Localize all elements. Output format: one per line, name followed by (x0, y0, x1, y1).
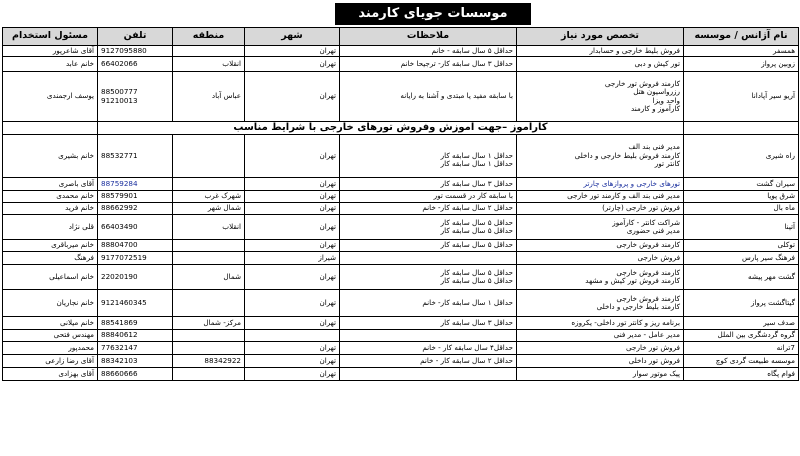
cell-spec: فروش تور خارجی (517, 342, 684, 355)
cell-city: تهران (245, 203, 340, 215)
cell-notes: حداقل ۳ سال سابقه کار- ترجیحا خانم (340, 57, 517, 72)
cell-notes: حداقل۴ سال سابقه کار - خانم (340, 342, 517, 355)
cell-phone: 88342103 (98, 355, 173, 368)
cell-name: 7ترانه (684, 342, 799, 355)
cell-city: تهران (245, 215, 340, 240)
cell-city: تهران (245, 355, 340, 368)
cell-phone: 88662992 (98, 203, 173, 215)
table-row (3, 342, 799, 355)
document-page (2, 1, 798, 454)
cell-region: شهرک غرب (173, 191, 245, 203)
cell-notes: حداقل ۱ سال سابقه کار- خانم (340, 290, 517, 317)
cell-phone: 88541869 (98, 317, 173, 330)
header-city: شهر (245, 28, 340, 46)
notice-cell: کارآموز –جهت آموزش وفروش تورهای خارجی با شرایط مناسب (98, 122, 684, 135)
table-row (3, 46, 799, 57)
cell-name: گشت مهر پیشه (684, 265, 799, 290)
cell-notes: با سابقه کار در قسمت تور (340, 191, 517, 203)
cell-region: عباس آباد (173, 72, 245, 122)
cell-city: تهران (245, 178, 340, 191)
cell-city: تهران (245, 265, 340, 290)
cell-phone: 22020190 (98, 265, 173, 290)
cell-spec: فروش تور داخلی (517, 355, 684, 368)
table-row (3, 57, 799, 72)
cell-phone: 77632147 (98, 342, 173, 355)
cell-name: گروه گردشگری بین الملل (684, 330, 799, 342)
cell-city: تهران (245, 290, 340, 317)
cell-manager: خانم میلانی (3, 317, 98, 330)
cell-notes: حداقل ۵ سال سابقه کار (340, 240, 517, 252)
table-row (3, 330, 799, 342)
cell-name: موسسه طبیعت گردی کوچ (684, 355, 799, 368)
cell-phone: 88532771 (98, 135, 173, 178)
table-row (3, 191, 799, 203)
header-spec: تخصص مورد نیاز (517, 28, 684, 46)
cell-spec: کارمند فروش خارجی (517, 240, 684, 252)
cell-region: 88342922 (173, 355, 245, 368)
cell-notes: حداقل ۵ سال سابقه کار حداقل ۵ سال سابقه کار (340, 265, 517, 290)
cell-phone: 88579901 (98, 191, 173, 203)
cell-spec: برنامه ریز و کانتر تور داخلی- یکروزه (517, 317, 684, 330)
table-row (3, 265, 799, 290)
cell-region (173, 178, 245, 191)
cell-manager: آقای باصری (3, 178, 98, 191)
cell-name: صدف سیر (684, 317, 799, 330)
cell-name: همسفر (684, 46, 799, 57)
cell-city: تهران (245, 368, 340, 381)
cell-region: انقلاب (173, 215, 245, 240)
notice-blank-cell (684, 122, 799, 135)
cell-notes: حداقل ۵ سال سابقه - خانم (340, 46, 517, 57)
table-row (3, 317, 799, 330)
cell-region (173, 252, 245, 265)
cell-name: شرق پویا (684, 191, 799, 203)
agencies-table (2, 27, 799, 381)
cell-spec: مدیر فنی بند الف کارمند فروش بلیط خارجی و داخلی کانتر تور (517, 135, 684, 178)
cell-region (173, 330, 245, 342)
cell-region (173, 46, 245, 57)
cell-notes: حداقل ۱ سال سابقه کار حداقل ۱ سال سابقه کار (340, 135, 517, 178)
cell-manager: یوسف ارجمندی (3, 72, 98, 122)
cell-city: تهران (245, 240, 340, 252)
cell-spec: کارمند فروش تور خارجی رزرواسیون هتل واحد ویزا کارآموز و کارمند (517, 72, 684, 122)
cell-notes: حداقل ۲ سال سابقه کار - خانم (340, 355, 517, 368)
table-body (3, 46, 799, 381)
cell-spec: فروش بلیط خارجی و حسابدار (517, 46, 684, 57)
cell-spec: مدیر عامل - مدیر فنی (517, 330, 684, 342)
cell-spec: شراکت کانتر - کارآموز مدیر فنی حضوری (517, 215, 684, 240)
cell-spec: کارمند فروش خارجی کارمند فروش تور کیش و مشهد (517, 265, 684, 290)
cell-manager: خانم فرید (3, 203, 98, 215)
cell-name: فرهنگ سیر پارس (684, 252, 799, 265)
cell-city: تهران (245, 317, 340, 330)
cell-city: تهران (245, 46, 340, 57)
cell-manager: خانم نجاریان (3, 290, 98, 317)
cell-manager: خانم میرباقری (3, 240, 98, 252)
header-manager: مسئول استخدام (3, 28, 98, 46)
cell-notes (340, 252, 517, 265)
cell-phone: 66402066 (98, 57, 173, 72)
cell-region (173, 290, 245, 317)
cell-name: توکلی (684, 240, 799, 252)
cell-region (173, 368, 245, 381)
cell-notes: حداقل ۳ سال سابقه کار (340, 317, 517, 330)
cell-manager: فرهنگ (3, 252, 98, 265)
table-row (3, 355, 799, 368)
header-region: منطقه (173, 28, 245, 46)
cell-spec: تورهای خارجی و پروازهای چارتر (517, 178, 684, 191)
table-row (3, 215, 799, 240)
cell-phone: 88759284 (98, 178, 173, 191)
cell-name: راه شیری (684, 135, 799, 178)
cell-spec: فروش تور خارجی (چارتر) (517, 203, 684, 215)
cell-notes (340, 330, 517, 342)
cell-name: سیران گشت (684, 178, 799, 191)
notice-row (3, 122, 799, 135)
cell-name: آریو سیر آپادانا (684, 72, 799, 122)
table-row (3, 240, 799, 252)
cell-name: ماه بال (684, 203, 799, 215)
cell-region: انقلاب (173, 57, 245, 72)
table-row (3, 135, 799, 178)
cell-region (173, 135, 245, 178)
cell-city: شیراز (245, 252, 340, 265)
cell-city: تهران (245, 57, 340, 72)
cell-spec: کارمند فروش خارجی کارمند بلیط خارجی و داخلی (517, 290, 684, 317)
cell-name: آتینا (684, 215, 799, 240)
cell-spec: پیک موتور سوار (517, 368, 684, 381)
table-row (3, 72, 799, 122)
cell-name: فوام پگاه (684, 368, 799, 381)
table-row (3, 290, 799, 317)
cell-phone: 88840612 (98, 330, 173, 342)
header-notes: ملاحظات (340, 28, 517, 46)
cell-manager: خانم عابد (3, 57, 98, 72)
cell-phone: 9177072519 (98, 252, 173, 265)
cell-phone: 9121460345 (98, 290, 173, 317)
table-row (3, 178, 799, 191)
cell-phone: 88660666 (98, 368, 173, 381)
cell-city (245, 330, 340, 342)
cell-manager: آقای بهزادی (3, 368, 98, 381)
notice-blank-cell (3, 122, 98, 135)
cell-region: شمال شهر (173, 203, 245, 215)
cell-name: زوبین پرواز (684, 57, 799, 72)
cell-manager: آقای شاعرپور (3, 46, 98, 57)
cell-region: شمال (173, 265, 245, 290)
header-phone: تلفن (98, 28, 173, 46)
cell-city: تهران (245, 191, 340, 203)
header-name: نام آژانس / موسسه (684, 28, 799, 46)
cell-notes: با سابقه مفید یا مبتدی و آشنا به رایانه (340, 72, 517, 122)
cell-city: تهران (245, 135, 340, 178)
table-header-row (3, 28, 799, 46)
cell-region (173, 342, 245, 355)
cell-name: گیتاگشت پرواز (684, 290, 799, 317)
table-row (3, 368, 799, 381)
cell-manager: خانم بشیری (3, 135, 98, 178)
cell-manager: مهندس فتحی (3, 330, 98, 342)
cell-phone: 88804700 (98, 240, 173, 252)
cell-city: تهران (245, 72, 340, 122)
cell-manager: محمدپور (3, 342, 98, 355)
cell-manager: قلی نژاد (3, 215, 98, 240)
table-row (3, 252, 799, 265)
cell-region (173, 240, 245, 252)
cell-spec: فروش خارجی (517, 252, 684, 265)
cell-spec: مدیر فنی بند الف و کارمند تور خارجی (517, 191, 684, 203)
cell-city: تهران (245, 342, 340, 355)
cell-manager: خانم محمدی (3, 191, 98, 203)
cell-notes: حداقل ۵ سال سابقه کار حداقل ۵ سال سابقه کار (340, 215, 517, 240)
cell-phone: 9127095880 (98, 46, 173, 57)
page-title: موسسات جویای کارمند (335, 3, 531, 25)
cell-manager: آقای رضا زارعی (3, 355, 98, 368)
cell-spec: تور کیش و دبی (517, 57, 684, 72)
cell-phone: 66403490 (98, 215, 173, 240)
cell-notes: حداقل ۳ سال سابقه کار (340, 178, 517, 191)
cell-notes (340, 368, 517, 381)
cell-notes: حداقل ۲ سال سابقه کار- خانم (340, 203, 517, 215)
cell-manager: خانم اسماعیلی (3, 265, 98, 290)
cell-phone: 88500777 91210013 (98, 72, 173, 122)
table-row (3, 203, 799, 215)
cell-region: مرکز- شمال (173, 317, 245, 330)
